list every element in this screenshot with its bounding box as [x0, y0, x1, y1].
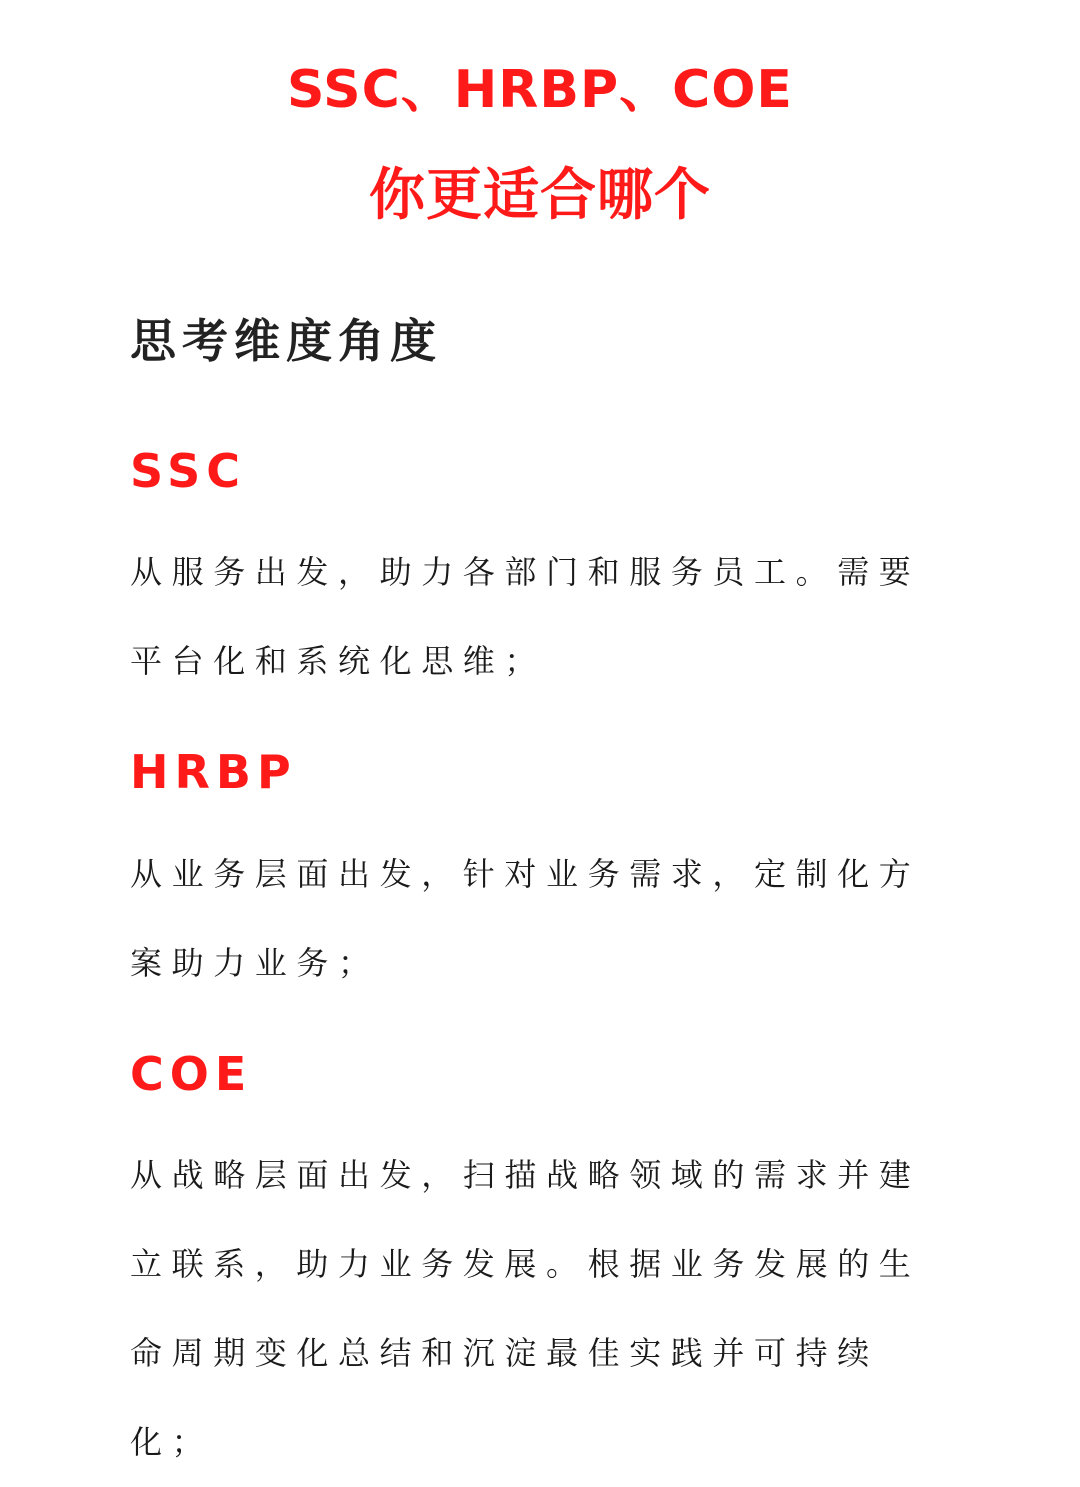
section-heading: 思考维度角度	[130, 314, 442, 368]
ssc-description: 从服务出发，助力各部门和服务员工。需要平台化和系统化思维；	[130, 553, 921, 680]
title-line-2: 你更适合哪个	[369, 163, 711, 228]
hrbp-title: HRBP	[130, 745, 297, 799]
coe-title: COE	[130, 1047, 253, 1101]
coe-description: 从战略层面出发，扫描战略领域的需求并建立联系，助力业务发展。根据业务发展的生命周期变化总结和沉淀最佳实践并可持续化；	[130, 1156, 921, 1461]
hrbp-description: 从业务层面出发，针对业务需求，定制化方案助力业务；	[130, 855, 921, 982]
ssc-title: SSC	[130, 444, 246, 498]
title-line-1: SSC、HRBP、COE	[287, 60, 793, 120]
